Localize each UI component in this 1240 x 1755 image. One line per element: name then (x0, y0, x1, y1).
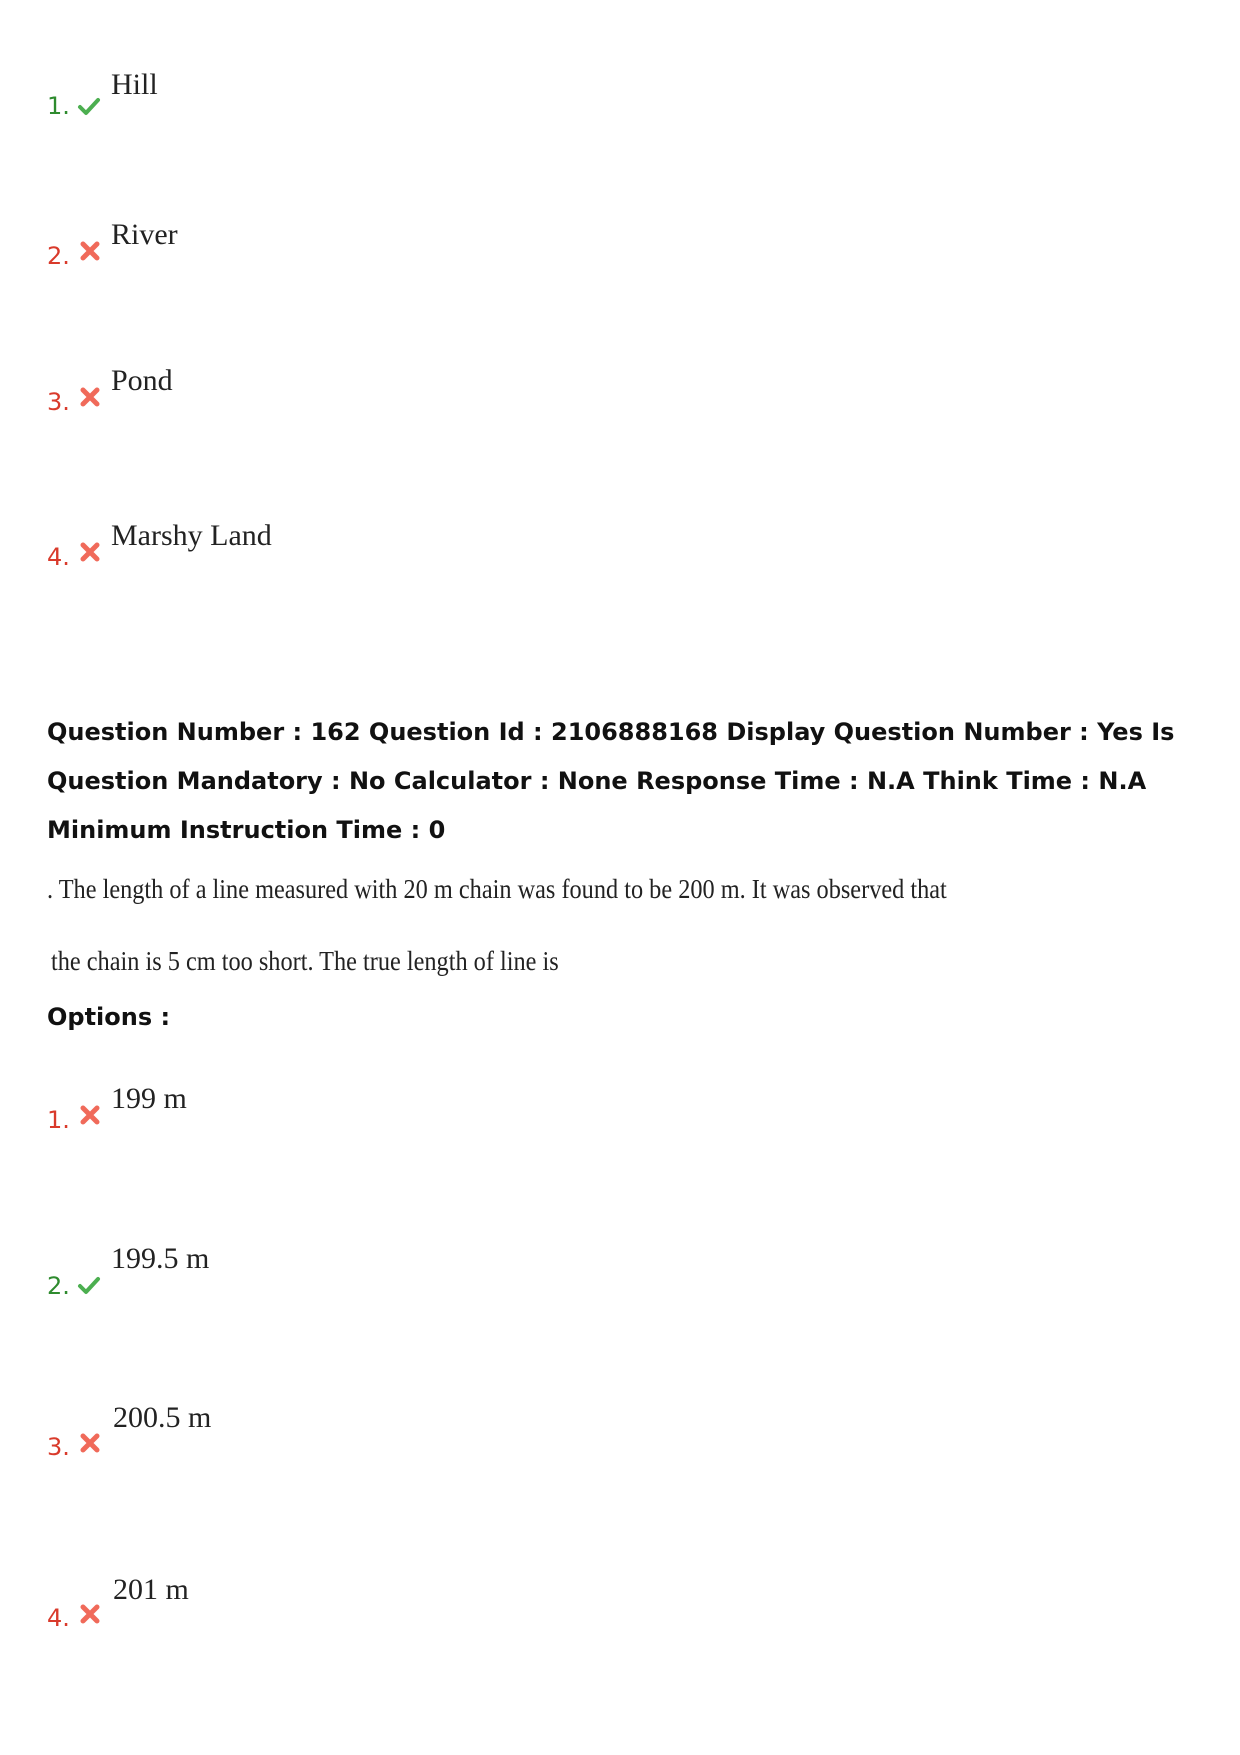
cross-icon (78, 1103, 102, 1127)
previous-option-3 (0, 364, 1240, 424)
cross-icon (78, 540, 102, 564)
option-2 (0, 1242, 1240, 1302)
option-number: 3. (47, 388, 70, 416)
option-text: River (111, 218, 178, 251)
option-text: Marshy Land (111, 519, 272, 552)
option-number: 2. (47, 1272, 70, 1300)
option-number: 4. (47, 1604, 70, 1632)
question-text-line-1: . The length of a line measured with 20 m chain was found to be 200 m. It was observed that (47, 874, 947, 904)
option-text: Pond (111, 364, 173, 397)
check-icon (77, 94, 101, 118)
option-1 (0, 1082, 1240, 1142)
question-text-line-2: the chain is 5 cm too short. The true length of line is (51, 946, 559, 976)
previous-option-4 (0, 519, 1240, 579)
cross-icon (78, 239, 102, 263)
option-number: 4. (47, 543, 70, 571)
option-number: 3. (47, 1433, 70, 1461)
option-text: 201 m (113, 1573, 189, 1606)
options-label: Options : (47, 1003, 171, 1031)
check-icon (77, 1273, 101, 1297)
option-text: 199 m (111, 1082, 187, 1115)
cross-icon (78, 1431, 102, 1455)
option-text: 199.5 m (111, 1242, 210, 1275)
previous-option-2 (0, 218, 1240, 278)
option-4 (0, 1573, 1240, 1633)
option-number: 1. (47, 1106, 70, 1134)
cross-icon (78, 385, 102, 409)
question-metadata: Question Number : 162 Question Id : 2106888168 Display Question Number : Yes Is Question Mandatory : No Calculator : None Response Time : N.A Think Time : N.A Minimum Instruction Time : 0 (47, 718, 1175, 844)
option-text: Hill (111, 68, 158, 101)
previous-option-1 (0, 68, 1240, 128)
cross-icon (78, 1602, 102, 1626)
option-number: 2. (47, 242, 70, 270)
option-number: 1. (47, 92, 70, 120)
option-3 (0, 1401, 1240, 1461)
option-text: 200.5 m (113, 1401, 212, 1434)
